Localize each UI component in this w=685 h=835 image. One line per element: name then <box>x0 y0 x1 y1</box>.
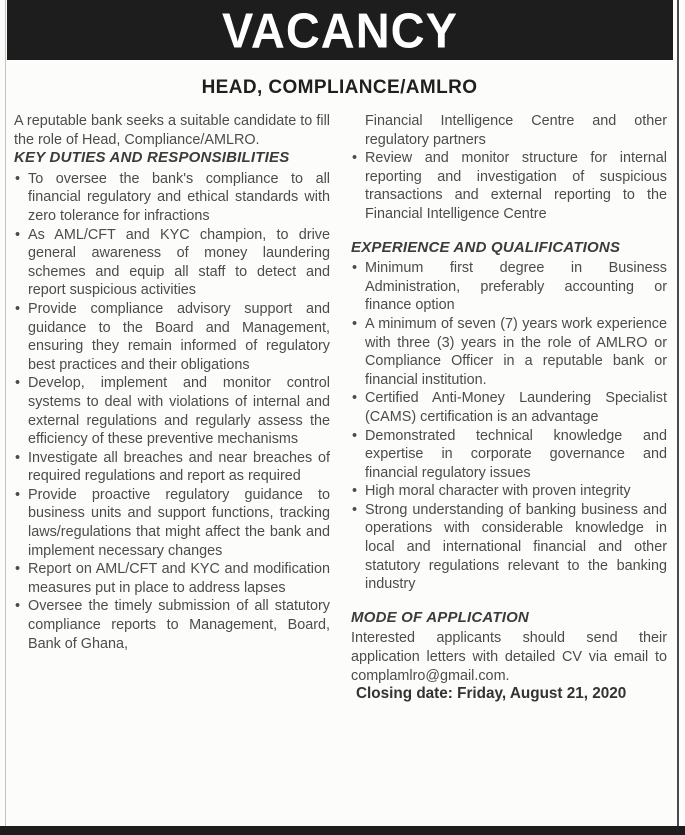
duty-item: • Provide compliance advisory support and guidance to the Board and Management, ensuring they remain informed of regulatory best practices and their obligations <box>14 300 330 374</box>
duty-item: • Report on AML/CFT and KYC and modification measures put in place to address lapses <box>14 560 330 597</box>
duty-continuation-paragraph: Financial Intelligence Centre and other regulatory partners <box>365 113 667 148</box>
section-heading-duties: KEY DUTIES AND RESPONSIBILITIES <box>14 149 290 167</box>
duty-item: • Provide proactive regulatory guidance to business units and support functions, tracking laws/regulations that might affect the bank and implement necessary changes <box>14 486 330 560</box>
qualification-item: • Strong understanding of banking business and operations with considerable knowledge in local and international financial and other statutory regulations relevant to the banking industry <box>351 501 667 594</box>
qualification-item: • Certified Anti-Money Laundering Specialist (CAMS) certification is an advantage <box>351 389 667 426</box>
masthead-title: VACANCY <box>222 2 458 58</box>
duty-item: • Investigate all breaches and near breaches of required regulations and report as required <box>14 449 330 486</box>
qualification-item: • Minimum first degree in Business Administration, preferably accounting or finance option <box>351 259 667 315</box>
closing-date: Closing date: Friday, August 21, 2020 <box>356 685 627 703</box>
section-heading-experience: EXPERIENCE AND QUALIFICATIONS <box>351 238 621 256</box>
duties-list-continued <box>351 149 667 223</box>
duty-item: • As AML/CFT and KYC champion, to drive general awareness of money laundering schemes and equip all staff to detect and report suspicious activities <box>14 226 330 300</box>
right-border-rule <box>677 0 679 826</box>
qualification-item: • Demonstrated technical knowledge and expertise in corporate governance and financial regulatory issues <box>351 427 667 483</box>
qualification-item: • A minimum of seven (7) years work experience with three (3) years in the role of AMLRO or Compliance Officer in a reputable bank or financial institution. <box>351 315 667 389</box>
duty-item: • Develop, implement and monitor control systems to deal with violations of internal and external regulations and regularly assess the efficiency of these preventive mechanisms <box>14 374 330 448</box>
mode-of-application-paragraph: Interested applicants should send their application letters with detailed CV via email to complamlro@gmail.com. <box>351 630 667 684</box>
duty-item: • Review and monitor structure for internal reporting and investigation of suspicious transactions and external reporting to the Financial Intelligence Centre <box>351 149 667 223</box>
section-heading-mode-of-application: MODE OF APPLICATION <box>351 608 529 626</box>
intro-paragraph: A reputable bank seeks a suitable candidate to fill the role of Head, Compliance/AMLRO. <box>14 113 330 148</box>
qualification-item: • High moral character with proven integrity <box>351 482 667 501</box>
duty-item: • Oversee the timely submission of all statutory compliance reports to Management, Board, Bank of Ghana, <box>14 597 330 653</box>
qualifications-list <box>351 259 667 594</box>
masthead-banner <box>7 0 673 60</box>
duties-list <box>14 170 330 653</box>
job-title: HEAD, COMPLIANCE/AMLRO <box>201 77 478 98</box>
left-column <box>14 112 330 835</box>
left-border-rule <box>5 0 6 826</box>
right-column <box>351 112 667 835</box>
duty-item: • To oversee the bank's compliance to all financial regulatory and ethical standards with zero tolerance for infractions <box>14 170 330 226</box>
bottom-rule-bar <box>0 826 685 835</box>
two-column-body <box>0 99 685 835</box>
